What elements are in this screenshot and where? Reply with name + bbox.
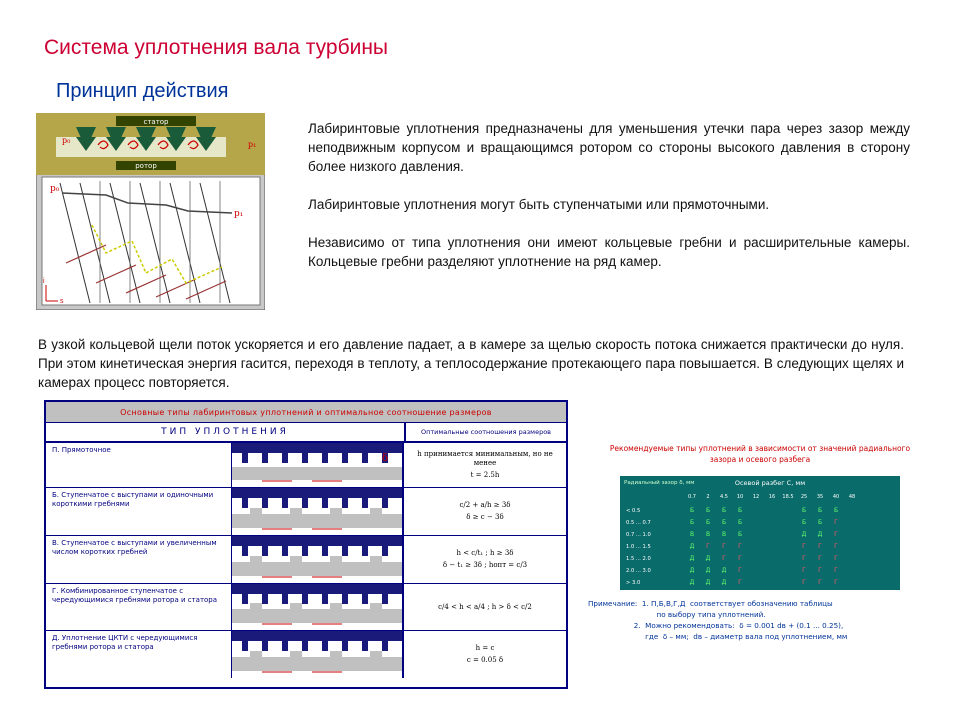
recommend-col-label: 2 bbox=[706, 494, 710, 500]
recommend-table bbox=[620, 476, 900, 590]
stator-label: статор bbox=[143, 118, 169, 126]
recommend-cell: Б bbox=[721, 519, 727, 526]
formula-line: c/2 + a/h ≥ 3δ bbox=[459, 501, 511, 509]
seal-row-formula bbox=[404, 631, 566, 678]
recommend-row-label: > 3.0 bbox=[626, 580, 641, 586]
seal-row-formula bbox=[404, 536, 566, 583]
recommend-row-label: < 0.5 bbox=[626, 508, 641, 514]
labyrinth-diagram-svg bbox=[36, 113, 265, 310]
formula-line: δ ≥ c − 3δ bbox=[466, 513, 504, 521]
recommend-cell: Б bbox=[817, 507, 823, 514]
seal-table-row bbox=[46, 488, 566, 536]
recommend-cell: Г bbox=[818, 579, 822, 586]
recommend-cell: В bbox=[689, 531, 695, 538]
seal-row-sketch bbox=[232, 443, 404, 487]
recommend-col-label: 18.5 bbox=[782, 494, 794, 500]
slide-subtitle: Принцип действия bbox=[56, 80, 229, 102]
recommend-row-label: 2.0 ... 3.0 bbox=[626, 568, 651, 574]
col-ratio-header-text: Оптимальные соотношения размеров bbox=[420, 428, 552, 436]
recommend-row-label: 1.0 ... 1.5 bbox=[626, 544, 651, 550]
seal-row-sketch bbox=[232, 631, 404, 678]
paragraph-process: В узкой кольцевой щели поток ускоряется и его давление падает, а в камере за щелью скорость потока снижается практически до нуля. При этом кинетическая энергия гасится, переходя в теплоту, а теплосодержание протекающего пара повышается. В следующих щелях и камерах процесс повторяется. bbox=[38, 337, 904, 390]
recommend-cell: Б bbox=[737, 507, 743, 514]
recommend-col-label: 0.7 bbox=[688, 494, 696, 500]
recommend-axial-header: Осевой разбег C, мм bbox=[734, 479, 806, 487]
recommend-cell: Г bbox=[834, 531, 838, 538]
recommend-col-label: 4.5 bbox=[720, 494, 728, 500]
recommend-cell: Г bbox=[818, 555, 822, 562]
recommend-cell: Г bbox=[802, 579, 806, 586]
seal-table-body bbox=[46, 443, 566, 678]
recommend-corner: Радиальный зазор δ, мм bbox=[624, 480, 695, 486]
p0-label: p₀ bbox=[62, 136, 71, 145]
recommend-cell: Г bbox=[802, 543, 806, 550]
recommend-cell: В bbox=[721, 531, 727, 538]
formula-line: h < c/t₁ ; h ≥ 3δ bbox=[456, 549, 514, 557]
col-type-header-text: ТИП УПЛОТНЕНИЯ bbox=[161, 427, 289, 437]
seal-row-formula bbox=[404, 443, 566, 487]
recommend-cell: Д bbox=[689, 567, 695, 574]
slide-title: Система уплотнения вала турбины bbox=[44, 36, 389, 59]
paragraph-structure: Независимо от типа уплотнения они имеют кольцевые гребни и расширительные камеры. Кольцевые гребни разделяют уплотнение на ряд камер. bbox=[308, 235, 910, 269]
seal-table-row bbox=[46, 443, 566, 488]
recommend-cell: Б bbox=[833, 507, 839, 514]
seal-sketch-svg bbox=[232, 536, 402, 583]
p1-label: p₁ bbox=[248, 140, 257, 149]
seal-table-row bbox=[46, 631, 566, 678]
recommend-cell: Г bbox=[818, 567, 822, 574]
recommend-cell: Д bbox=[689, 543, 695, 550]
paragraph-types: Лабиринтовые уплотнения могут быть ступенчатыми или прямоточными. bbox=[308, 197, 770, 212]
seal-sketch-svg bbox=[232, 584, 402, 630]
seal-sketch-svg bbox=[232, 443, 402, 487]
seal-row-sketch bbox=[232, 584, 404, 630]
recommend-cell: Б bbox=[689, 519, 695, 526]
labyrinth-diagram bbox=[36, 113, 265, 310]
recommend-cell: Г bbox=[834, 519, 838, 526]
recommend-cell: Б bbox=[737, 531, 743, 538]
recommend-cell: Г bbox=[802, 567, 806, 574]
recommend-cell: Г bbox=[738, 579, 742, 586]
recommend-cell: Д bbox=[689, 555, 695, 562]
seal-table-header bbox=[46, 423, 566, 443]
recommend-cell: В bbox=[705, 531, 711, 538]
recommend-row-label: 0.7 ... 1.0 bbox=[626, 532, 651, 538]
recommend-cell: Г bbox=[834, 567, 838, 574]
seal-row-label: В. Ступенчатое с выступами и увеличенным числом коротких гребней bbox=[46, 536, 232, 583]
recommend-row-label: 0.5 ... 0.7 bbox=[626, 520, 651, 526]
recommend-col-label: 25 bbox=[800, 494, 808, 500]
recommend-col-label: 12 bbox=[752, 494, 760, 500]
recommend-cell: Б bbox=[737, 519, 743, 526]
recommend-col-label: 10 bbox=[736, 494, 744, 500]
recommend-cell: Г bbox=[722, 543, 726, 550]
recommend-title: Рекомендуемые типы уплотнений в зависимости от значений радиального зазора и осевого разбега bbox=[609, 444, 911, 464]
formula-line: t = 2.5h bbox=[470, 471, 500, 479]
formula-line: h принимается минимальным, но не менее bbox=[417, 450, 553, 467]
recommend-cell: Д bbox=[705, 579, 711, 586]
col-type-header bbox=[46, 423, 406, 441]
delta-symbol: δ bbox=[382, 453, 389, 464]
recommend-note: Примечание: 1. П,Б,В,Г,Д соответствует обозначению таблицы по выбору типа уплотнений. 2. Можно рекомендовать: δ = 0.001 dв + (0.1 ... 0.25), где δ – мм; dв – диаметр вала под уплотнением, мм bbox=[588, 599, 848, 641]
seal-table-row bbox=[46, 584, 566, 631]
seal-row-sketch bbox=[232, 488, 404, 535]
recommend-cell: Д bbox=[817, 531, 823, 538]
recommend-cell: Б bbox=[705, 519, 711, 526]
recommend-cell: Д bbox=[705, 555, 711, 562]
recommend-col-label: 48 bbox=[848, 494, 856, 500]
seal-row-label: Г. Комбинированное ступенчатое с чередующимися гребнями ротора и статора bbox=[46, 584, 232, 630]
recommend-cell: Г bbox=[738, 555, 742, 562]
seal-table-title bbox=[46, 402, 566, 423]
rotor-label: ротор bbox=[135, 162, 157, 170]
recommend-cell: Б bbox=[817, 519, 823, 526]
col-ratio-header bbox=[406, 423, 566, 441]
seal-table-title-text: Основные типы лабиринтовых уплотнений и оптимальное соотношение размеров bbox=[120, 407, 492, 417]
seal-row-label: П. Прямоточное bbox=[46, 443, 232, 487]
seal-row-label: Д. Уплотнение ЦКТИ с чередующимися гребнями ротора и статора bbox=[46, 631, 232, 678]
recommend-cell: Д bbox=[721, 579, 727, 586]
formula-line: δ − t₁ ≥ 3δ ; hопт = c/3 bbox=[442, 561, 528, 569]
recommend-cell: Г bbox=[834, 555, 838, 562]
seal-row-formula bbox=[404, 584, 566, 630]
seal-row-sketch bbox=[232, 536, 404, 583]
seal-sketch-svg bbox=[232, 488, 402, 535]
recommend-cell: Б bbox=[721, 507, 727, 514]
formula-line: c = 0.05 δ bbox=[466, 656, 504, 664]
recommend-cell: Б bbox=[689, 507, 695, 514]
recommend-col-label: 35 bbox=[816, 494, 824, 500]
recommend-cell: Д bbox=[721, 567, 727, 574]
axis-s-label: s bbox=[60, 298, 64, 305]
recommend-cell: Д bbox=[705, 567, 711, 574]
recommend-bg bbox=[620, 476, 900, 590]
recommend-row-label: 1.5 ... 2.0 bbox=[626, 556, 651, 562]
recommend-cell: Г bbox=[706, 543, 710, 550]
p1-lower-label: p₁ bbox=[234, 209, 244, 219]
recommend-col-label: 16 bbox=[768, 494, 776, 500]
axis-i-label: i bbox=[43, 278, 45, 285]
recommend-table-svg bbox=[620, 476, 900, 590]
seal-row-label: Б. Ступенчатое с выступами и одиночными короткими гребнями bbox=[46, 488, 232, 535]
p0-lower-label: p₀ bbox=[50, 184, 60, 194]
seal-types-table bbox=[44, 400, 568, 689]
seal-row-formula bbox=[404, 488, 566, 535]
recommend-cell: Д bbox=[689, 579, 695, 586]
recommend-cell: Г bbox=[722, 555, 726, 562]
seal-sketch-svg bbox=[232, 631, 402, 678]
recommend-cell: Г bbox=[738, 543, 742, 550]
seal-table-row bbox=[46, 536, 566, 584]
formula-line: h = c bbox=[475, 644, 495, 652]
recommend-cell: Г bbox=[818, 543, 822, 550]
recommend-cell: Д bbox=[801, 531, 807, 538]
recommend-cell: Б bbox=[705, 507, 711, 514]
recommend-cell: Б bbox=[801, 519, 807, 526]
recommend-cell: Г bbox=[834, 543, 838, 550]
formula-line: c/4 < h < a/4 ; h > δ < c/2 bbox=[438, 602, 532, 611]
recommend-cell: Б bbox=[801, 507, 807, 514]
recommend-cell: Г bbox=[738, 567, 742, 574]
recommend-cell: Г bbox=[834, 579, 838, 586]
paragraph-purpose: Лабиринтовые уплотнения предназначены для уменьшения утечки пара через зазор между неподвижным корпусом и вращающимся ротором со стороны высокого давления в сторону более низкого давления. bbox=[308, 121, 910, 174]
recommend-cell: Г bbox=[802, 555, 806, 562]
recommend-col-label: 40 bbox=[832, 494, 840, 500]
